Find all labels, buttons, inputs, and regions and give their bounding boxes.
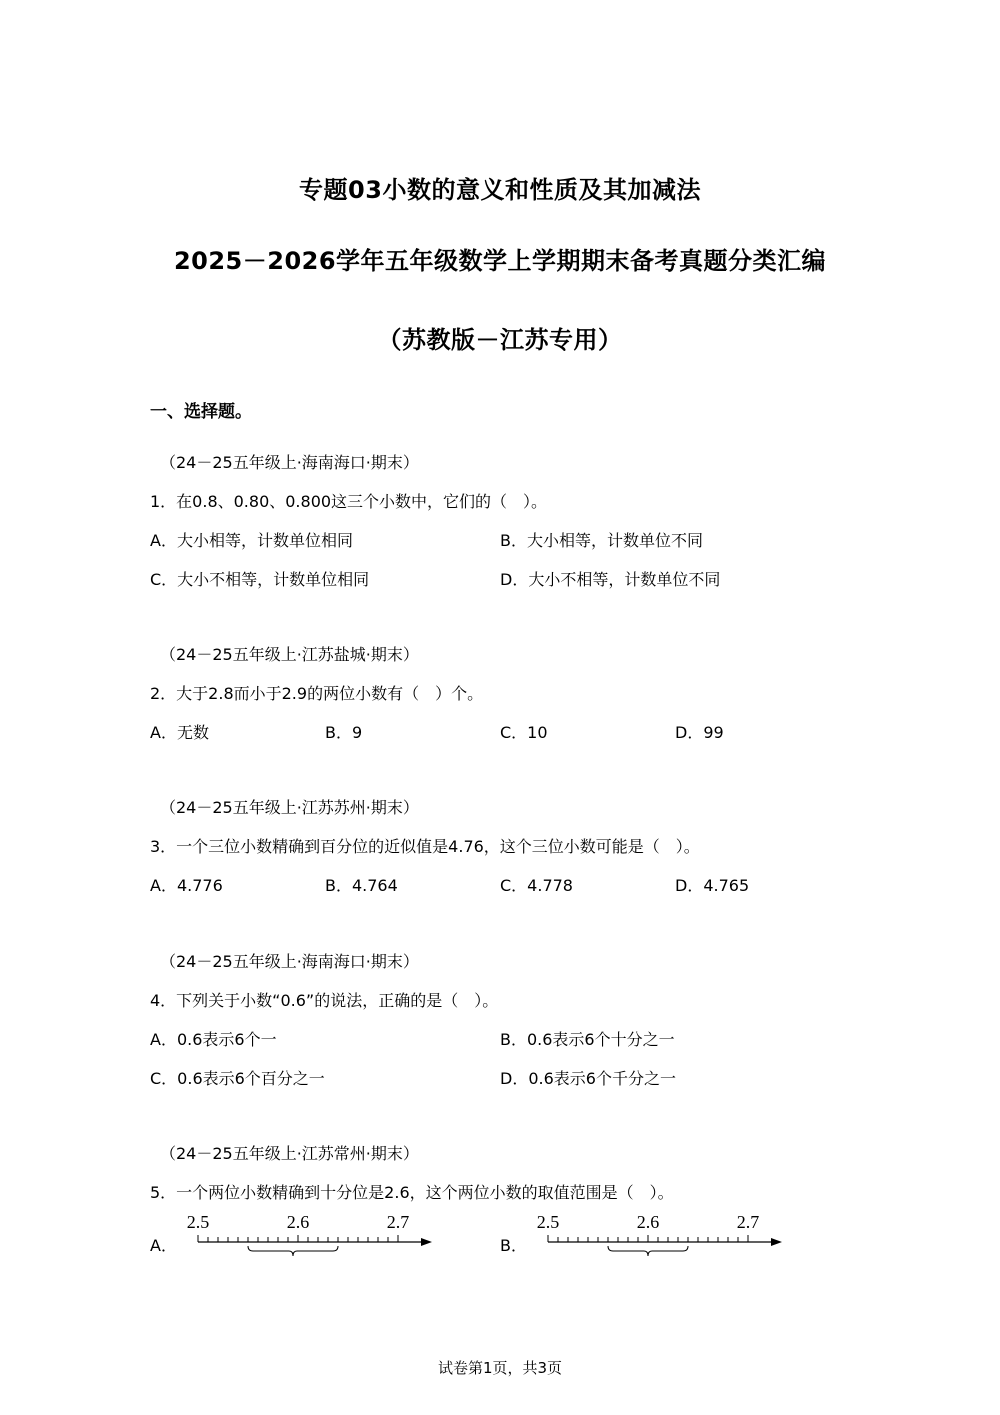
number-line-b-tick-label: 2.7: [736, 1212, 760, 1232]
question-3-option-d[interactable]: D．4.765: [675, 876, 750, 895]
question-2-option-c[interactable]: C．10: [500, 723, 548, 742]
question-4-option-a[interactable]: A．0.6表示6个一: [150, 1030, 277, 1049]
number-line-a-brace: [248, 1246, 338, 1256]
question-3-option-a[interactable]: A．4.776: [150, 876, 223, 895]
question-2-stem: 2．大于2.8而小于2.9的两位小数有（ ）个。: [150, 684, 484, 703]
question-1-option-a[interactable]: A．大小相等，计数单位相同: [150, 531, 353, 550]
question-5-option-b[interactable]: B．: [500, 1236, 527, 1255]
number-line-a-arrow: [421, 1238, 432, 1246]
section-heading: 一、选择题。: [150, 402, 252, 422]
question-5-stem: 5．一个两位小数精确到十分位是2.6，这个两位小数的取值范围是（ ）。: [150, 1183, 674, 1202]
title-line-1: 专题03小数的意义和性质及其加减法: [299, 176, 701, 204]
question-4-stem: 4．下列关于小数“0.6”的说法，正确的是（ ）。: [150, 991, 499, 1010]
question-3-option-b[interactable]: B．4.764: [325, 876, 398, 895]
question-1-option-c[interactable]: C．大小不相等，计数单位相同: [150, 570, 370, 589]
question-1-option-b[interactable]: B．大小相等，计数单位不同: [500, 531, 703, 550]
question-4-source: （24－25五年级上·海南海口·期末）: [160, 952, 419, 971]
question-3-source: （24－25五年级上·江苏苏州·期末）: [160, 798, 419, 817]
question-4-option-b[interactable]: B．0.6表示6个十分之一: [500, 1030, 675, 1049]
question-5-source: （24－25五年级上·江苏常州·期末）: [160, 1144, 419, 1163]
number-line-b: [536, 1210, 790, 1262]
question-3-option-c[interactable]: C．4.778: [500, 876, 573, 895]
number-line-b-arrow: [771, 1238, 782, 1246]
number-line-b-brace: [608, 1246, 688, 1256]
number-line-a: [186, 1210, 440, 1262]
question-2-option-a[interactable]: A．无数: [150, 723, 209, 742]
question-4-option-c[interactable]: C．0.6表示6个百分之一: [150, 1069, 325, 1088]
number-line-a-tick-label: 2.5: [186, 1212, 210, 1232]
number-line-a-tick-label: 2.7: [386, 1212, 410, 1232]
title-line-3: （苏教版－江苏专用）: [377, 326, 623, 354]
number-line-a-tick-label: 2.6: [286, 1212, 310, 1232]
question-4-option-d[interactable]: D．0.6表示6个千分之一: [500, 1069, 676, 1088]
question-3-stem: 3．一个三位小数精确到百分位的近似值是4.76，这个三位小数可能是（ ）。: [150, 837, 700, 856]
number-line-b-tick-label: 2.5: [536, 1212, 560, 1232]
number-line-b-tick-label: 2.6: [636, 1212, 660, 1232]
page-footer: 试卷第1页，共3页: [437, 1359, 563, 1377]
question-1-source: （24－25五年级上·海南海口·期末）: [160, 453, 419, 472]
question-2-option-b[interactable]: B．9: [325, 723, 363, 742]
question-2-source: （24－25五年级上·江苏盐城·期末）: [160, 645, 419, 664]
question-1-option-d[interactable]: D．大小不相等，计数单位不同: [500, 570, 721, 589]
question-1-stem: 1．在0.8、0.80、0.800这三个小数中，它们的（ ）。: [150, 492, 548, 511]
question-5-option-a[interactable]: A．: [150, 1236, 177, 1255]
title-line-2: 2025－2026学年五年级数学上学期期末备考真题分类汇编: [173, 247, 827, 275]
question-2-option-d[interactable]: D．99: [675, 723, 724, 742]
